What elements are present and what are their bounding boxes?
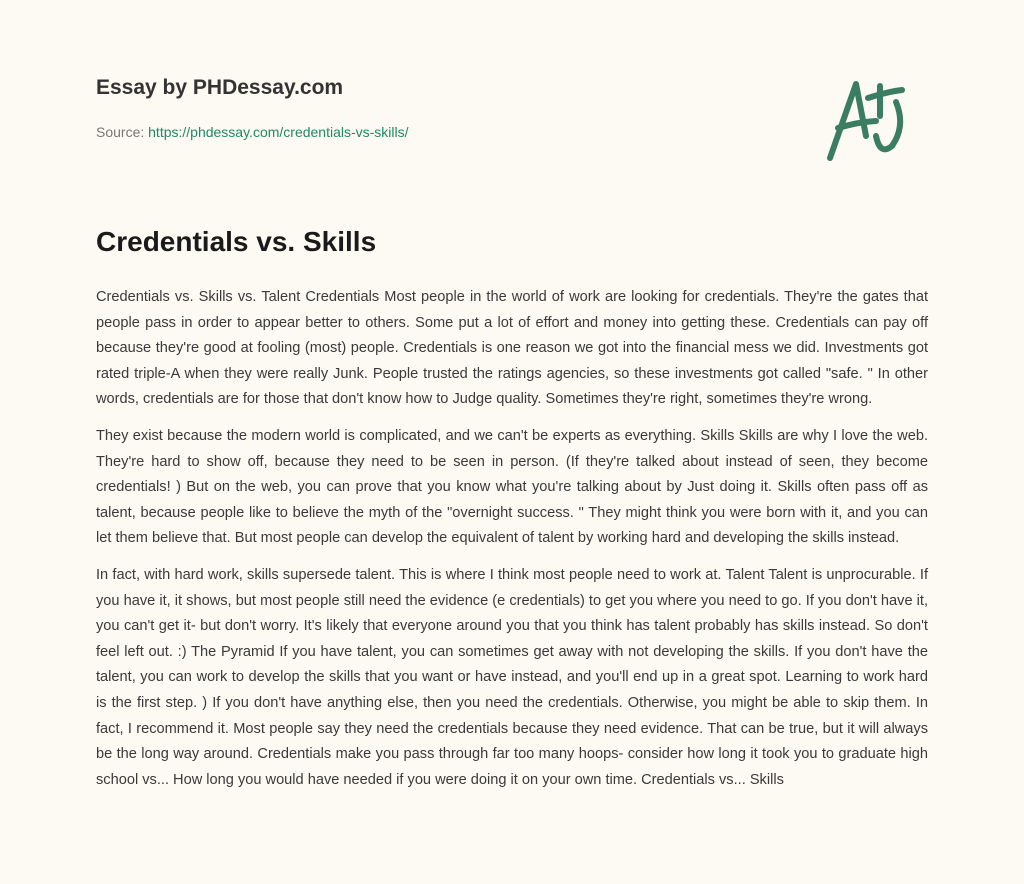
site-brand: Essay by PHDessay.com [96,76,344,99]
source-link[interactable]: https://phdessay.com/credentials-vs-skills/ [148,124,409,140]
source-label: Source: [96,124,145,140]
essay-title: Credentials vs. Skills [96,226,377,257]
essay-body [96,285,928,804]
essay-paragraph: Credentials vs. Skills vs. Talent Credentials Most people in the world of work are looking for credentials. They're the gates that people pass in order to appear better to others. Some put a lot of effort and money into getting these. Credentials can pay off because they're good at fooling (most) people. Credentials is one reason we got into the financial mess we did. Investments got rated triple-A when they were really Junk. People trusted the ratings agencies, so these investments got called "safe. " In other words, credentials are for those that don't know how to Judge quality. Sometimes they're right, sometimes they're wrong. [96,289,928,408]
a-plus-logo-icon [818,66,928,166]
essay-paragraph: In fact, with hard work, skills supersede talent. This is where I think most people need to work at. Talent Talent is unprocurable. If you have it, it shows, but most people still need the evidence (e credentials) to get you where you need to go. If you don't have it, you can't get it- but don't worry. It's likely that everyone around you that you think has talent probably has skills instead. So don't feel left out. :) The Pyramid If you have talent, you can sometimes get away with not developing the skills. If you don't have the talent, you can work to develop the skills that you want or have instead, and you'll end up in a great spot. Learning to work hard is the first step. ) If you don't have anything else, then you need the credentials. Otherwise, you might be able to skip them. In fact, I recommend it. Most people say they need the credentials because they need evidence. That can be true, but it will always be the long way around. Credentials make you pass through far too many hoops- consider how long it took you to graduate high school vs... How long you would have needed if you were doing it on your own time. Credentials vs... Skills [96,566,928,788]
essay-paragraph: They exist because the modern world is complicated, and we can't be experts as everything. Skills Skills are why I love the web. They're hard to show off, because they need to be seen in person. (If they're talked about instead of seen, they become credentials! ) But on the web, you can prove that you know what you're talking about by Just doing it. Skills often pass off as talent, because people like to believe the myth of the "overnight success. " They might think you were born with it, and you can let them believe that. But most people can develop the equivalent of talent by working hard and developing the skills instead. [96,427,928,547]
source-line [96,124,409,140]
